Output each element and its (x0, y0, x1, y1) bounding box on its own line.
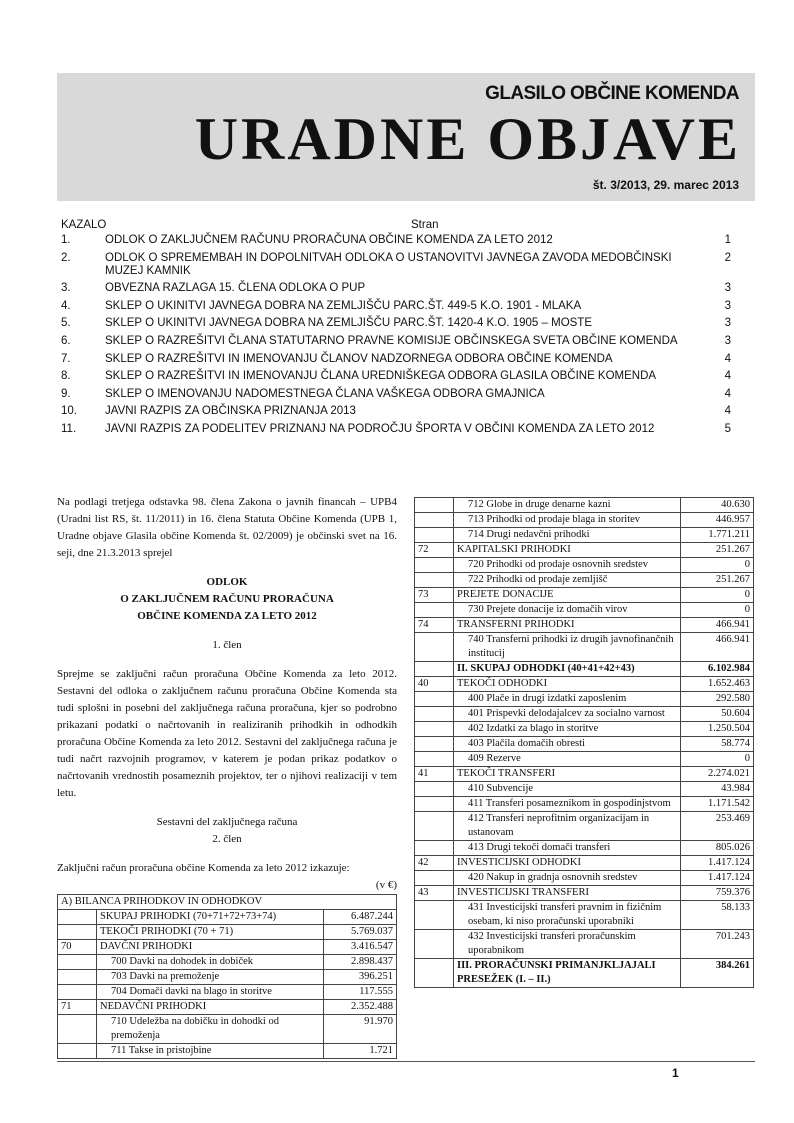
row-label: 703 Davki na premoženje (97, 970, 324, 985)
toc-item-title: ODLOK O ZAKLJUČNEM RAČUNU PRORAČUNA OBČINE KOMENDA ZA LETO 2012 (105, 234, 553, 246)
table-row (58, 940, 397, 955)
toc-item-number: 7. (61, 352, 71, 365)
toc-header (61, 219, 731, 234)
toc-item (61, 405, 731, 418)
row-value: 5.769.037 (324, 925, 397, 940)
table-row (415, 618, 754, 633)
row-value: 6.102.984 (681, 662, 754, 677)
table-row (415, 812, 754, 841)
toc-item-number: 6. (61, 334, 71, 347)
row-code: 41 (415, 767, 454, 782)
table-row (58, 910, 397, 925)
row-label: NEDAVČNI PRIHODKI (97, 1000, 324, 1015)
toc-item-page: 4 (724, 352, 731, 365)
toc-item-number: 11. (61, 422, 77, 435)
toc-item-number: 4. (61, 299, 71, 312)
table-row (415, 528, 754, 543)
toc-item-title: SKLEP O UKINITVI JAVNEGA DOBRA NA ZEMLJIŠČU PARC.ŠT. 449-5 K.O. 1901 - MLAKA (105, 299, 582, 312)
toc-item-number: 9. (61, 387, 71, 400)
article-title-2: O ZAKLJUČNEM RAČUNU PRORAČUNA (120, 593, 334, 605)
row-value: 805.026 (681, 841, 754, 856)
row-value: 43.984 (681, 782, 754, 797)
row-label: 704 Domači davki na blago in storitve (97, 985, 324, 1000)
row-value: 6.487.244 (324, 910, 397, 925)
row-code: 71 (58, 1000, 97, 1015)
row-label: III. PRORAČUNSKI PRIMANJKLJAJALI PRESEŽEK (I. – II.) (454, 959, 681, 988)
row-code: 74 (415, 618, 454, 633)
toc-item-number: 3. (61, 282, 71, 295)
row-code: 73 (415, 588, 454, 603)
row-label: 403 Plačila domačih obresti (454, 737, 681, 752)
toc-item-number: 5. (61, 317, 71, 330)
row-value: 3.416.547 (324, 940, 397, 955)
row-value: 466.941 (681, 633, 754, 662)
row-code (415, 707, 454, 722)
article-section-1: 1. člen (212, 639, 242, 651)
table-header-row (58, 895, 397, 910)
row-code (415, 752, 454, 767)
row-code (415, 633, 454, 662)
row-code (58, 925, 97, 940)
table-row (58, 1044, 397, 1059)
row-value: 58.133 (681, 901, 754, 930)
row-code (58, 970, 97, 985)
row-code (415, 797, 454, 812)
table-row (415, 752, 754, 767)
toc-item-page: 3 (724, 334, 731, 347)
row-value: 759.376 (681, 886, 754, 901)
row-label: 400 Plače in drugi izdatki zaposlenim (454, 692, 681, 707)
table-of-contents (61, 219, 731, 441)
row-value: 1.721 (324, 1044, 397, 1059)
row-value: 2.274.021 (681, 767, 754, 782)
table-row (415, 603, 754, 618)
toc-item-number: 8. (61, 370, 71, 383)
row-value: 253.469 (681, 812, 754, 841)
toc-item-title: SKLEP O UKINITVI JAVNEGA DOBRA NA ZEMLJIŠČU PARC.ŠT. 1420-4 K.O. 1905 – MOSTE (105, 317, 592, 330)
row-code (415, 498, 454, 513)
toc-item (61, 282, 731, 295)
toc-item (61, 300, 731, 313)
toc-list (61, 234, 731, 436)
row-label: 720 Prihodki od prodaje osnovnih sredstev (454, 558, 681, 573)
row-code (415, 812, 454, 841)
row-value: 50.604 (681, 707, 754, 722)
section-heading: Sestavni del zaključnega računa (156, 816, 298, 828)
table-row (415, 722, 754, 737)
row-label: 402 Izdatki za blago in storitve (454, 722, 681, 737)
balance-table-left (57, 894, 397, 1059)
row-label: 420 Nakup in gradnja osnovnih sredstev (454, 871, 681, 886)
row-label: 432 Investicijski transferi proračunskim uporabnikom (454, 930, 681, 959)
row-label: 409 Rezerve (454, 752, 681, 767)
toc-item-title: SKLEP O RAZREŠITVI ČLANA STATUTARNO PRAVNE KOMISIJE OBČINSKEGA SVETA OBČINE KOMENDA (105, 334, 678, 347)
table-row (415, 901, 754, 930)
toc-item-page: 4 (724, 370, 731, 383)
toc-item-page: 2 (724, 251, 731, 264)
row-label: 713 Prihodki od prodaje blaga in storitev (454, 513, 681, 528)
table-row (415, 737, 754, 752)
toc-item (61, 234, 731, 247)
row-label: TEKOČI PRIHODKI (70 + 71) (97, 925, 324, 940)
toc-item-title: SKLEP O RAZREŠITVI IN IMENOVANJU ČLANOV NADZORNEGA ODBORA OBČINE KOMENDA (105, 352, 613, 365)
row-value: 384.261 (681, 959, 754, 988)
row-label: 730 Prejete donacije iz domačih virov (454, 603, 681, 618)
toc-item-number: 2. (61, 251, 71, 264)
article-paragraph-1: Sprejme se zaključni račun proračuna Občine Komenda za leto 2012. Sestavni del odloka o zaključnem računu proračuna Občine Komenda sta tudi splošni in posebni del zaključnega računa proračuna, kjer so podrobno prikazani podatki o načrtovanih in realiziranih prihodkih in odhodkih proračuna Občine Komenda za leto 2012. Sestavni del zaključnega računa je tudi načrt razvojnih programov, v katerem je podan prikaz podatkov o načrtovanih vrednostih posameznih projektov, ter o njihovi realizaciji v tem letu. (57, 668, 397, 799)
row-code (415, 841, 454, 856)
toc-item-page: 4 (724, 387, 731, 400)
row-value: 0 (681, 603, 754, 618)
table-row (415, 767, 754, 782)
row-value: 1.652.463 (681, 677, 754, 692)
row-code (58, 955, 97, 970)
table-row (415, 871, 754, 886)
row-label: 411 Transferi posameznikom in gospodinjstvom (454, 797, 681, 812)
row-label: KAPITALSKI PRIHODKI (454, 543, 681, 558)
toc-item-title: ODLOK O SPREMEMBAH IN DOPOLNITVAH ODLOKA O USTANOVITVI JAVNEGA ZAVODA MEDOBČINSKI MUZEJ KAMNIK (105, 251, 672, 277)
toc-heading: KAZALO (61, 219, 107, 231)
table-row (415, 558, 754, 573)
row-label: SKUPAJ PRIHODKI (70+71+72+73+74) (97, 910, 324, 925)
toc-item (61, 353, 731, 366)
article-title-1: ODLOK (206, 576, 248, 588)
toc-item (61, 252, 731, 278)
row-label: 712 Globe in druge denarne kazni (454, 498, 681, 513)
table-header: A) BILANCA PRIHODKOV IN ODHODKOV (58, 895, 397, 910)
toc-item-title: JAVNI RAZPIS ZA OBČINSKA PRIZNANJA 2013 (105, 405, 356, 418)
table-row (415, 633, 754, 662)
row-code (415, 573, 454, 588)
row-value: 1.771.211 (681, 528, 754, 543)
table-row (415, 707, 754, 722)
row-label: 431 Investicijski transferi pravnim in fizičnim osebam, ki niso proračunski uporabniki (454, 901, 681, 930)
toc-item-page: 3 (724, 282, 731, 295)
masthead-title: URADNE OBJAVE (194, 106, 741, 172)
table-row (415, 498, 754, 513)
toc-item-page: 1 (724, 234, 731, 246)
row-label: TEKOČI ODHODKI (454, 677, 681, 692)
row-value: 701.243 (681, 930, 754, 959)
table-row (415, 930, 754, 959)
row-value: 466.941 (681, 618, 754, 633)
row-label: 700 Davki na dohodek in dobiček (97, 955, 324, 970)
row-label: TEKOČI TRANSFERI (454, 767, 681, 782)
row-value: 40.630 (681, 498, 754, 513)
issue-info: št. 3/2013, 29. marec 2013 (592, 178, 739, 192)
row-code (58, 985, 97, 1000)
table-row (415, 543, 754, 558)
row-value: 0 (681, 588, 754, 603)
toc-item (61, 388, 731, 401)
left-column (57, 494, 397, 1059)
row-code (58, 1015, 97, 1044)
row-label: PREJETE DONACIJE (454, 588, 681, 603)
row-value: 58.774 (681, 737, 754, 752)
row-value: 1.417.124 (681, 871, 754, 886)
row-code (415, 737, 454, 752)
row-label: 401 Prispevki delodajalcev za socialno varnost (454, 707, 681, 722)
toc-item (61, 317, 731, 330)
row-value: 396.251 (324, 970, 397, 985)
row-code (415, 558, 454, 573)
row-value: 1.250.504 (681, 722, 754, 737)
row-code (415, 528, 454, 543)
table-row (415, 677, 754, 692)
table-row (415, 959, 754, 988)
row-label: 740 Transferni prihodki iz drugih javnofinančnih institucij (454, 633, 681, 662)
row-label: II. SKUPAJ ODHODKI (40+41+42+43) (454, 662, 681, 677)
table-row (415, 692, 754, 707)
row-code (415, 959, 454, 988)
article-section-2: 2. člen (212, 833, 242, 845)
table-row (415, 886, 754, 901)
article-intro: Na podlagi tretjega odstavka 98. člena Zakona o javnih financah – UPB4 (Uradni list RS, št. 11/2011) in 16. člena Statuta Občine Komenda (UPB 1, Uradne objave Glasila občine Komenda št. 02/2009) je občinski svet na 16. seji, dne 21.3.2013 sprejel (57, 496, 397, 559)
row-value: 0 (681, 558, 754, 573)
row-value: 446.957 (681, 513, 754, 528)
toc-item (61, 423, 731, 436)
masthead (57, 73, 755, 201)
table-row (415, 797, 754, 812)
table-row (415, 662, 754, 677)
row-value: 251.267 (681, 543, 754, 558)
row-code (58, 1044, 97, 1059)
row-value: 1.171.542 (681, 797, 754, 812)
toc-item-page: 5 (724, 422, 731, 435)
table-row (415, 588, 754, 603)
table-row (415, 856, 754, 871)
row-code: 43 (415, 886, 454, 901)
row-code: 72 (415, 543, 454, 558)
article-title-3: OBČINE KOMENDA ZA LETO 2012 (137, 610, 317, 622)
row-code: 70 (58, 940, 97, 955)
table-row (415, 573, 754, 588)
row-label: TRANSFERNI PRIHODKI (454, 618, 681, 633)
row-value: 0 (681, 752, 754, 767)
toc-item (61, 335, 731, 348)
row-value: 2.352.488 (324, 1000, 397, 1015)
table-row (58, 1000, 397, 1015)
row-code (415, 662, 454, 677)
row-label: INVESTICIJSKI ODHODKI (454, 856, 681, 871)
toc-item-title: SKLEP O IMENOVANJU NADOMESTNEGA ČLANA VAŠKEGA ODBORA GMAJNICA (105, 387, 545, 400)
currency-unit: (v €) (375, 879, 397, 891)
row-code (415, 603, 454, 618)
table-row (58, 970, 397, 985)
toc-item-page: 3 (724, 317, 731, 330)
row-label: INVESTICIJSKI TRANSFERI (454, 886, 681, 901)
row-code: 42 (415, 856, 454, 871)
table-row (415, 841, 754, 856)
row-value: 91.970 (324, 1015, 397, 1044)
masthead-subtitle: GLASILO OBČINE KOMENDA (485, 83, 739, 104)
article-paragraph-2: Zaključni račun proračuna občine Komenda za leto 2012 izkazuje: (57, 862, 350, 874)
row-value: 2.898.437 (324, 955, 397, 970)
toc-page-heading: Stran (411, 219, 439, 231)
toc-item-number: 1. (61, 234, 71, 246)
row-value: 117.555 (324, 985, 397, 1000)
toc-item-title: JAVNI RAZPIS ZA PODELITEV PRIZNANJ NA PODROČJU ŠPORTA V OBČINI KOMENDA ZA LETO 2012 (105, 422, 655, 435)
row-label: 410 Subvencije (454, 782, 681, 797)
row-code (415, 930, 454, 959)
row-code (415, 871, 454, 886)
toc-item-number: 10. (61, 405, 77, 418)
table-row (415, 513, 754, 528)
table-row (58, 925, 397, 940)
row-label: 710 Udeležba na dobičku in dohodki od premoženja (97, 1015, 324, 1044)
row-label: 714 Drugi nedavčni prihodki (454, 528, 681, 543)
row-code (415, 722, 454, 737)
row-label: 711 Takse in pristojbine (97, 1044, 324, 1059)
toc-item-page: 4 (724, 405, 731, 418)
row-label: 722 Prihodki od prodaje zemljišč (454, 573, 681, 588)
toc-item-title: OBVEZNA RAZLAGA 15. ČLENA ODLOKA O PUP (105, 282, 366, 295)
page-number: 1 (672, 1066, 679, 1080)
footer-divider (57, 1061, 755, 1062)
row-label: DAVČNI PRIHODKI (97, 940, 324, 955)
row-label: 412 Transferi neprofitnim organizacijam in ustanovam (454, 812, 681, 841)
toc-item (61, 370, 731, 383)
row-value: 1.417.124 (681, 856, 754, 871)
row-value: 292.580 (681, 692, 754, 707)
table-row (58, 985, 397, 1000)
row-code (415, 782, 454, 797)
row-code (58, 910, 97, 925)
row-code: 40 (415, 677, 454, 692)
toc-item-page: 3 (724, 299, 731, 312)
table-row (415, 782, 754, 797)
toc-item-title: SKLEP O RAZREŠITVI IN IMENOVANJU ČLANA UREDNIŠKEGA ODBORA GLASILA OBČINE KOMENDA (105, 370, 657, 383)
table-row (58, 955, 397, 970)
row-value: 251.267 (681, 573, 754, 588)
row-code (415, 692, 454, 707)
balance-table-right (414, 497, 754, 988)
row-code (415, 901, 454, 930)
row-label: 413 Drugi tekoči domači transferi (454, 841, 681, 856)
row-code (415, 513, 454, 528)
right-column (414, 497, 754, 988)
table-row (58, 1015, 397, 1044)
